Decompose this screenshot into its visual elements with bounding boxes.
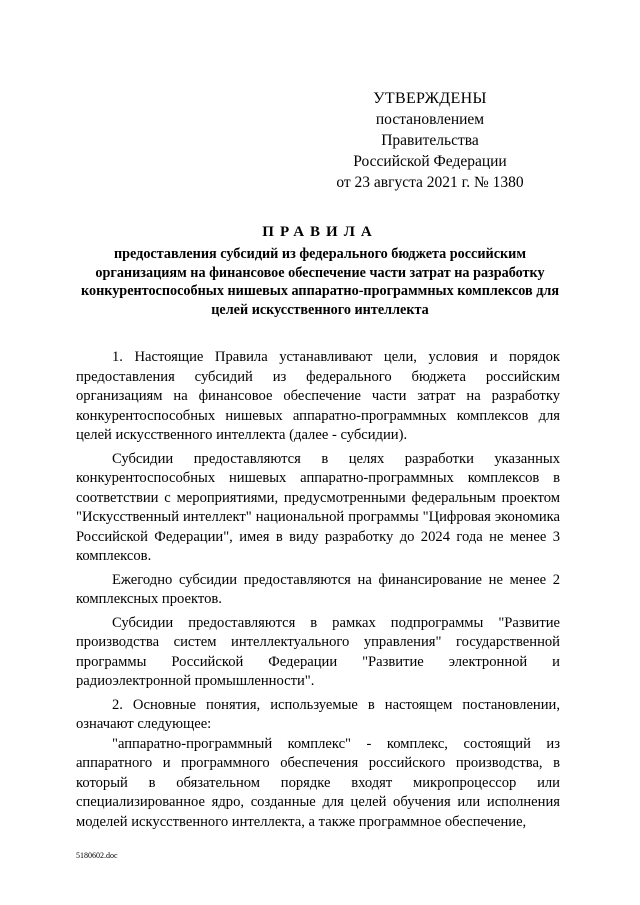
approval-block: [330, 88, 530, 193]
paragraph-3: Ежегодно субсидии предоставляются на финансирование не менее 2 комплексных проектов.: [76, 571, 560, 607]
document-subtitle: предоставления субсидий из федерального бюджета российским организациям на финансовое обеспечение части затрат на разработку конкурентоспособных нишевых аппаратно-программных комплексов для целей искусственного интеллекта: [80, 246, 560, 318]
paragraph-6: "аппаратно-программный комплекс" - комплекс, состоящий из аппаратного и программного обеспечения российского производства, в который в обязательном порядке входят микропроцессор или специализированное ядро, созданные для целей обучения или исполнения моделей искусственного интеллекта, а также программное обеспечение,: [76, 735, 560, 830]
document-title: ПРАВИЛА: [262, 224, 378, 240]
paragraph-5: 2. Основные понятия, используемые в настоящем постановлении, означают следующее:: [76, 696, 560, 732]
paragraph-1: 1. Настоящие Правила устанавливают цели, условия и порядок предоставления субсидий из федерального бюджета российским организациям на финансовое обеспечение части затрат на разработку конкурентоспособных нишевых аппаратно-программных комплексов для целей искусственного интеллекта (далее - субсидии).: [76, 349, 560, 443]
paragraph-2: Субсидии предоставляются в целях разработки указанных конкурентоспособных нишевых аппаратно-программных комплексов в соответствии с мероприятиями, предусмотренными федеральным проектом "Искусственный интеллект" национальной программы "Цифровая экономика Российской Федерации", имея в виду разработку до 2024 года не менее 3 комплексов.: [76, 450, 560, 564]
approval-heading: УТВЕРЖДЕНЫ: [373, 90, 487, 107]
approval-line-1: постановлением Правительства: [375, 111, 485, 149]
document-body: [76, 348, 560, 836]
approval-line-2: Российской Федерации: [353, 153, 507, 170]
paragraph-4: Субсидии предоставляются в рамках подпрограммы "Развитие производства систем интеллектуального управления" государственной программы Российской Федерации "Развитие электронной и радиоэлектронной промышленности".: [76, 614, 560, 689]
file-name-footer: 5180602.doc: [76, 851, 118, 860]
approval-date-number: от 23 августа 2021 г. № 1380: [336, 174, 524, 191]
